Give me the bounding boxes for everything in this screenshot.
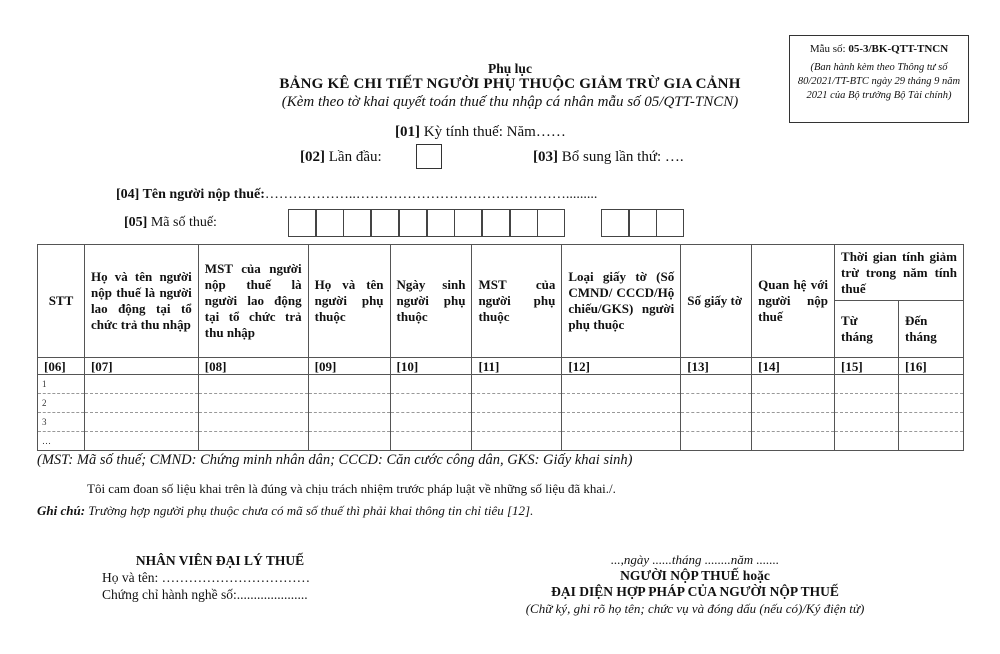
table-cell[interactable] bbox=[752, 394, 835, 413]
appendix-label: Phụ lục bbox=[488, 61, 532, 76]
table-cell[interactable] bbox=[898, 432, 963, 451]
table-cell[interactable] bbox=[562, 413, 681, 432]
table-cell[interactable] bbox=[308, 394, 390, 413]
table-cell[interactable] bbox=[198, 394, 308, 413]
table-cell[interactable] bbox=[390, 432, 472, 451]
page-title: BẢNG KÊ CHI TIẾT NGƯỜI PHỤ THUỘC GIẢM TRỪ GIA CẢNH bbox=[279, 76, 741, 92]
abbreviation-note: (MST: Mã số thuế; CMND: Chứng minh nhân dân; CCCD: Căn cước công dân, GKS: Giấy khai sinh) bbox=[37, 452, 633, 468]
tax-code-digit-box[interactable] bbox=[288, 209, 316, 237]
col-code: [11] bbox=[472, 358, 562, 375]
tax-code-digit-box[interactable] bbox=[454, 209, 482, 237]
col-code: [09] bbox=[308, 358, 390, 375]
field-05-tax-code-label bbox=[124, 215, 217, 231]
col-header-taxpayer-name: Họ và tên người nộp thuế là người lao động tại tổ chức trả thu nhập bbox=[84, 245, 198, 358]
field-05-code: [05] bbox=[124, 215, 148, 230]
table-cell[interactable] bbox=[472, 375, 562, 394]
table-cell[interactable] bbox=[84, 432, 198, 451]
col-code: [14] bbox=[752, 358, 835, 375]
table-cell[interactable] bbox=[752, 413, 835, 432]
row-number: 2 bbox=[38, 394, 85, 413]
field-04-dots: ………………..………………………………………......... bbox=[264, 187, 598, 202]
table-cell[interactable] bbox=[562, 432, 681, 451]
signature-instruction: (Chữ ký, ghi rõ họ tên; chức vụ và đóng dấu (nếu có)/Ký điện tử) bbox=[525, 601, 865, 616]
table-cell[interactable] bbox=[198, 432, 308, 451]
note bbox=[37, 503, 533, 519]
signature-block bbox=[470, 551, 920, 617]
col-header-document-type: Loại giấy tờ (Số CMND/ CCCD/Hộ chiếu/GKS) người phụ thuộc bbox=[562, 245, 681, 358]
field-01-tax-period[interactable] bbox=[395, 124, 566, 141]
table-cell[interactable] bbox=[898, 394, 963, 413]
page-subtitle: (Kèm theo tờ khai quyết toán thuế thu nhập cá nhân mẫu số 05/QTT-TNCN) bbox=[281, 94, 739, 110]
commitment-statement: Tôi cam đoan số liệu khai trên là đúng và chịu trách nhiệm trước pháp luật về những số liệu đã khai./. bbox=[87, 481, 616, 496]
column-code-row bbox=[38, 358, 964, 375]
row-number: 3 bbox=[38, 413, 85, 432]
field-01-code: [01] bbox=[395, 124, 420, 140]
col-header-dependent-name: Họ và tên người phụ thuộc bbox=[308, 245, 390, 358]
table-cell[interactable] bbox=[562, 394, 681, 413]
field-03-label: Bổ sung lần thứ: …. bbox=[558, 149, 684, 165]
table-cell[interactable] bbox=[84, 375, 198, 394]
tax-code-branch-digit-box[interactable] bbox=[629, 209, 657, 237]
table-cell[interactable] bbox=[681, 413, 752, 432]
tax-code-branch-digit-box[interactable] bbox=[601, 209, 629, 237]
signature-title-2: ĐẠI DIỆN HỢP PHÁP CỦA NGƯỜI NỘP THUẾ bbox=[551, 584, 839, 599]
form-code-value: 05-3/BK-QTT-TNCN bbox=[848, 43, 949, 55]
col-code: [07] bbox=[84, 358, 198, 375]
col-code: [10] bbox=[390, 358, 472, 375]
col-header-from-month: Từ tháng bbox=[835, 301, 899, 358]
col-header-to-month: Đến tháng bbox=[898, 301, 963, 358]
field-02-code: [02] bbox=[300, 149, 325, 165]
table-cell[interactable] bbox=[308, 413, 390, 432]
table-row bbox=[38, 375, 964, 394]
tax-code-digit-box[interactable] bbox=[482, 209, 510, 237]
col-code: [13] bbox=[681, 358, 752, 375]
table-cell[interactable] bbox=[472, 432, 562, 451]
field-02-first-time bbox=[300, 149, 382, 166]
tax-agent-block bbox=[100, 553, 340, 603]
table-row bbox=[38, 413, 964, 432]
tax-agent-certificate-field[interactable]: Chứng chỉ hành nghề số:..................... bbox=[102, 587, 308, 602]
field-03-code: [03] bbox=[533, 149, 558, 165]
col-code: [16] bbox=[898, 358, 963, 375]
table-cell[interactable] bbox=[681, 394, 752, 413]
signature-date-line[interactable]: ...,ngày ......tháng ........năm ....... bbox=[610, 552, 780, 567]
table-cell[interactable] bbox=[835, 375, 899, 394]
table-cell[interactable] bbox=[390, 375, 472, 394]
note-text: Trường hợp người phụ thuộc chưa có mã số thuế thì phải khai thông tin chỉ tiêu [12]. bbox=[85, 503, 534, 518]
field-04-label: [04] Tên người nộp thuế: bbox=[116, 187, 265, 202]
col-code: [08] bbox=[198, 358, 308, 375]
col-header-document-number: Số giấy tờ bbox=[681, 245, 752, 358]
table-cell[interactable] bbox=[835, 394, 899, 413]
table-cell[interactable] bbox=[898, 413, 963, 432]
table-row bbox=[38, 432, 964, 451]
table-cell[interactable] bbox=[84, 413, 198, 432]
table-cell[interactable] bbox=[472, 413, 562, 432]
table-cell[interactable] bbox=[472, 394, 562, 413]
tax-code-digit-box[interactable] bbox=[427, 209, 455, 237]
tax-code-digit-box[interactable] bbox=[343, 209, 371, 237]
col-header-relationship: Quan hệ với người nộp thuế bbox=[752, 245, 835, 358]
tax-agent-name-field[interactable]: Họ và tên: …………………………… bbox=[102, 570, 311, 585]
signature-title-1: NGƯỜI NỘP THUẾ hoặc bbox=[620, 568, 770, 583]
table-cell[interactable] bbox=[898, 375, 963, 394]
tax-agent-title: NHÂN VIÊN ĐẠI LÝ THUẾ bbox=[135, 553, 305, 568]
tax-code-branch-digit-box[interactable] bbox=[656, 209, 684, 237]
table-cell[interactable] bbox=[390, 394, 472, 413]
table-cell[interactable] bbox=[835, 432, 899, 451]
field-05-label: Mã số thuế: bbox=[147, 215, 217, 230]
col-header-stt: STT bbox=[38, 245, 85, 358]
field-02-label: Lần đầu: bbox=[325, 149, 382, 165]
form-note-line-2: 80/2021/TT-BTC ngày 29 tháng 9 năm bbox=[797, 76, 961, 87]
col-header-deduction-period: Thời gian tính giảm trừ trong năm tính thuế bbox=[835, 245, 964, 301]
field-03-supplement[interactable] bbox=[533, 149, 684, 166]
form-code bbox=[790, 42, 968, 56]
table-row bbox=[38, 394, 964, 413]
col-header-dependent-dob: Ngày sinh người phụ thuộc bbox=[390, 245, 472, 358]
form-code-label: Mẫu số: bbox=[809, 43, 849, 55]
col-code: [12] bbox=[562, 358, 681, 375]
table-cell[interactable] bbox=[681, 375, 752, 394]
table-cell[interactable] bbox=[308, 375, 390, 394]
tax-code-digit-box[interactable] bbox=[371, 209, 399, 237]
tax-code-digit-box[interactable] bbox=[399, 209, 427, 237]
tax-code-digit-box[interactable] bbox=[537, 209, 565, 237]
table-cell[interactable] bbox=[681, 432, 752, 451]
col-code: [06] bbox=[38, 358, 85, 375]
row-number: … bbox=[38, 432, 85, 451]
row-number: 1 bbox=[38, 375, 85, 394]
form-note-line-3: 2021 của Bộ trưởng Bộ Tài chính) bbox=[806, 90, 952, 101]
note-label: Ghi chú: bbox=[37, 503, 86, 518]
col-header-taxpayer-mst: MST của người nộp thuế là người lao động tại tổ chức trả thu nhập bbox=[198, 245, 308, 358]
table-cell[interactable] bbox=[835, 413, 899, 432]
tax-code-digit-box[interactable] bbox=[510, 209, 538, 237]
table-cell[interactable] bbox=[308, 432, 390, 451]
tax-code-digit-box[interactable] bbox=[316, 209, 344, 237]
table-cell[interactable] bbox=[84, 394, 198, 413]
dependents-table bbox=[37, 244, 964, 451]
col-header-dependent-mst: MST của người phụ thuộc bbox=[472, 245, 562, 358]
field-04-taxpayer-name[interactable] bbox=[116, 187, 597, 203]
table-cell[interactable] bbox=[198, 413, 308, 432]
form-note-line-1: (Ban hành kèm theo Thông tư số bbox=[810, 62, 948, 73]
table-cell[interactable] bbox=[752, 432, 835, 451]
col-code: [15] bbox=[835, 358, 899, 375]
table-cell[interactable] bbox=[198, 375, 308, 394]
table-cell[interactable] bbox=[562, 375, 681, 394]
table-cell[interactable] bbox=[390, 413, 472, 432]
field-01-label: Kỳ tính thuế: Năm…… bbox=[420, 124, 566, 140]
table-cell[interactable] bbox=[752, 375, 835, 394]
first-time-checkbox[interactable] bbox=[416, 144, 442, 169]
